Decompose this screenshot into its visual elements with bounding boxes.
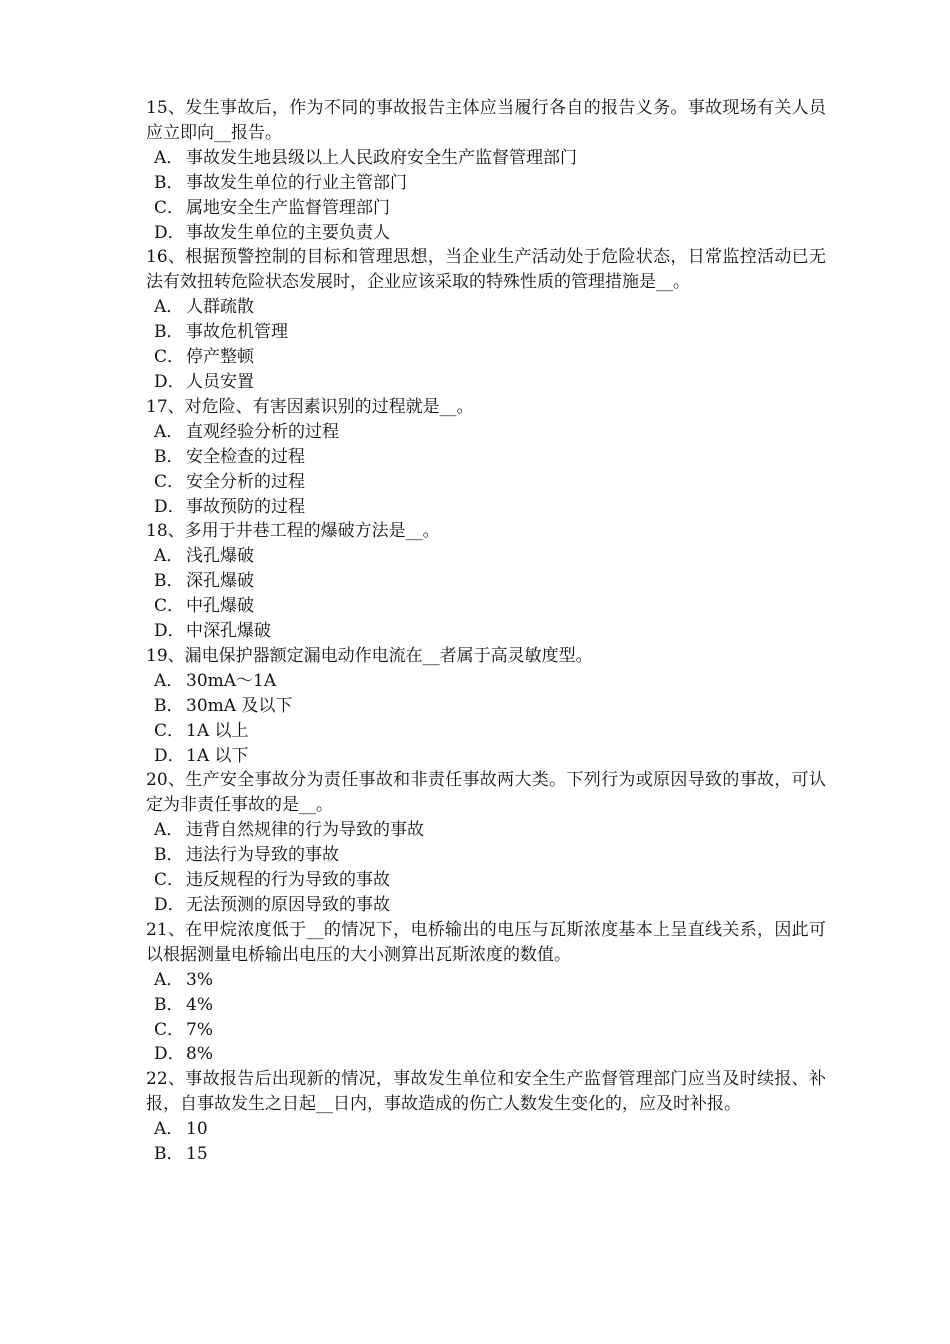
question-stem: 15、发生事故后，作为不同的事故报告主体应当履行各自的报告义务。事故现场有关人员应立即向__报告。 [146,98,826,143]
option-c: C． 违反规程的行为导致的事故 [154,870,390,891]
question-21 [146,918,826,1067]
option-c: C． 7% [154,1019,213,1040]
option-b: B． 事故发生单位的行业主管部门 [154,172,407,193]
question-stem: 20、生产安全事故分为责任事故和非责任事故两大类。下列行为或原因导致的事故，可认定为非责任事故的是__。 [146,770,826,816]
option-c: C． 属地安全生产监督管理部门 [154,197,390,218]
option-a: A． 3% [154,969,213,990]
option-d: D．事故预防的过程 [154,496,305,517]
question-17 [146,395,826,520]
option-a: A． 人群疏散 [154,297,254,318]
option-c: C． 中孔爆破 [154,596,254,617]
document-page [146,96,826,1167]
option-a: A． 违背自然规律的行为导致的事故 [154,820,424,841]
question-stem: 17、对危险、有害因素识别的过程就是__。 [146,396,474,417]
question-stem: 21、在甲烷浓度低于__的情况下，电桥输出的电压与瓦斯浓度基本上呈直线关系，因此可以根据测量电桥输出电压的大小测算出瓦斯浓度的数值。 [146,919,826,965]
option-a: A． 10 [154,1119,208,1140]
question-20 [146,768,826,917]
question-18 [146,519,826,644]
option-b: B． 深孔爆破 [154,571,254,592]
option-b: B． 安全检查的过程 [154,446,305,467]
option-a: A． 30mA～1A [154,670,277,691]
option-a: A． 事故发生地县级以上人民政府安全生产监督管理部门 [154,147,577,168]
question-22 [146,1067,826,1167]
question-stem: 16、根据预警控制的目标和管理思想，当企业生产活动处于危险状态，日常监控活动已无法有效扭转危险状态发展时，企业应该采取的特殊性质的管理措施是__。 [146,247,826,293]
question-19 [146,644,826,769]
option-d: D．1A 以下 [154,745,249,766]
question-stem: 22、事故报告后出现新的情况，事故发生单位和安全生产监督管理部门应当及时续报、补报，自事故发生之日起__日内，事故造成的伤亡人数发生变化的，应及时补报。 [146,1069,826,1115]
option-d: D．事故发生单位的主要负责人 [154,222,390,243]
option-c: C． 停产整顿 [154,347,254,368]
option-b: B． 15 [154,1144,208,1165]
option-b: B． 30mA 及以下 [154,695,293,716]
option-c: C． 1A 以上 [154,720,249,741]
option-d: D．人员安置 [154,371,254,392]
question-15 [146,96,826,245]
option-b: B． 事故危机管理 [154,322,288,343]
option-b: B． 4% [154,994,213,1015]
question-16 [146,245,826,394]
option-a: A． 浅孔爆破 [154,546,254,567]
option-c: C． 安全分析的过程 [154,471,305,492]
option-d: D．8% [154,1044,213,1065]
option-a: A． 直观经验分析的过程 [154,421,339,442]
option-b: B． 违法行为导致的事故 [154,845,339,866]
question-stem: 18、多用于井巷工程的爆破方法是__。 [146,521,440,542]
option-d: D．无法预测的原因导致的事故 [154,895,390,915]
option-d: D．中深孔爆破 [154,621,271,642]
question-stem: 19、漏电保护器额定漏电动作电流在__者属于高灵敏度型。 [146,645,593,666]
